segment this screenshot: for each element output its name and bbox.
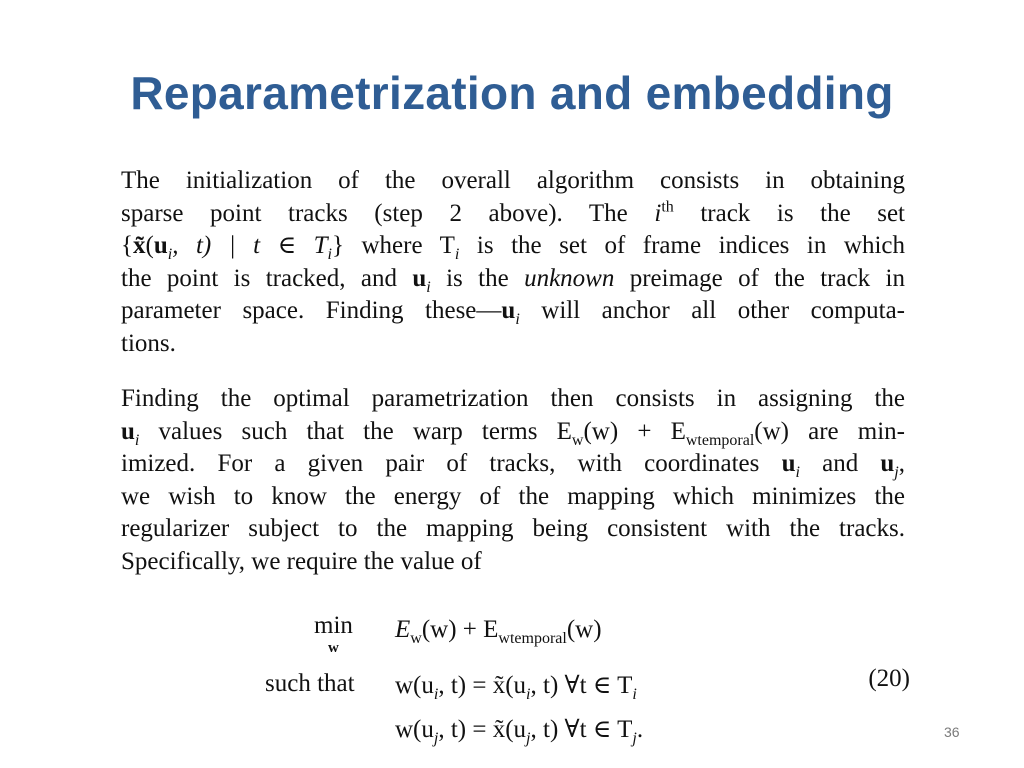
slide-title: Reparametrization and embedding [130, 67, 894, 119]
text-line: we wish to know the energy of the mapping which minimizes the [121, 482, 905, 510]
such-that-label: such that [265, 670, 355, 697]
text-line: parameter space. Finding $these—u_i$ will anchor all other computa- [121, 297, 905, 328]
text-line: sparse point tracks (step 2 above). The $i^{th}$ track is the set [121, 198, 906, 227]
text-line: the point is tracked, and $u_i$ is the unknown preimage of the track in [121, 264, 905, 296]
text-line: The initialization of the overall algorithm consists in obtaining [121, 167, 905, 194]
page-number: 36 [944, 724, 960, 740]
text-line: imized. For a given pair of tracks, with coordinates $u_i$ and $u_j$, [121, 450, 905, 481]
equation-number: (20) [868, 665, 910, 692]
min-operator: min w [314, 612, 353, 656]
paragraph-initialization [121, 165, 905, 360]
text-line: Finding the optimal parametrization then consists in assigning the [121, 385, 905, 412]
text-line: $u_i$ values such that the warp terms $E_w(w) + E_{wtemporal}(w)$ are min- [121, 417, 905, 449]
text-line: Specifically, we require the value of [121, 547, 482, 575]
equation-objective: $E_w(w) + E_{wtemporal}(w)$ [395, 616, 602, 647]
text-line: tions. [121, 329, 176, 357]
equation-constraint-j: $w(u_j$, $t) = x̃(u_j$, t) ∀t ∈ $T_j$. [395, 716, 644, 747]
text-line: {$x̃(u_i$, t) | t ∈ $T_i$} where $T_i$ is the set of frame indices in which [121, 232, 905, 263]
equation-20 [250, 610, 910, 750]
paragraph-optimal-parametrization [121, 383, 905, 578]
text-line: regularizer subject to the mapping being consistent with the tracks. [121, 515, 905, 542]
equation-constraint-i: $w(u_i$, $t) = x̃(u_i$, t) ∀t ∈ $T_i$ [395, 672, 637, 703]
